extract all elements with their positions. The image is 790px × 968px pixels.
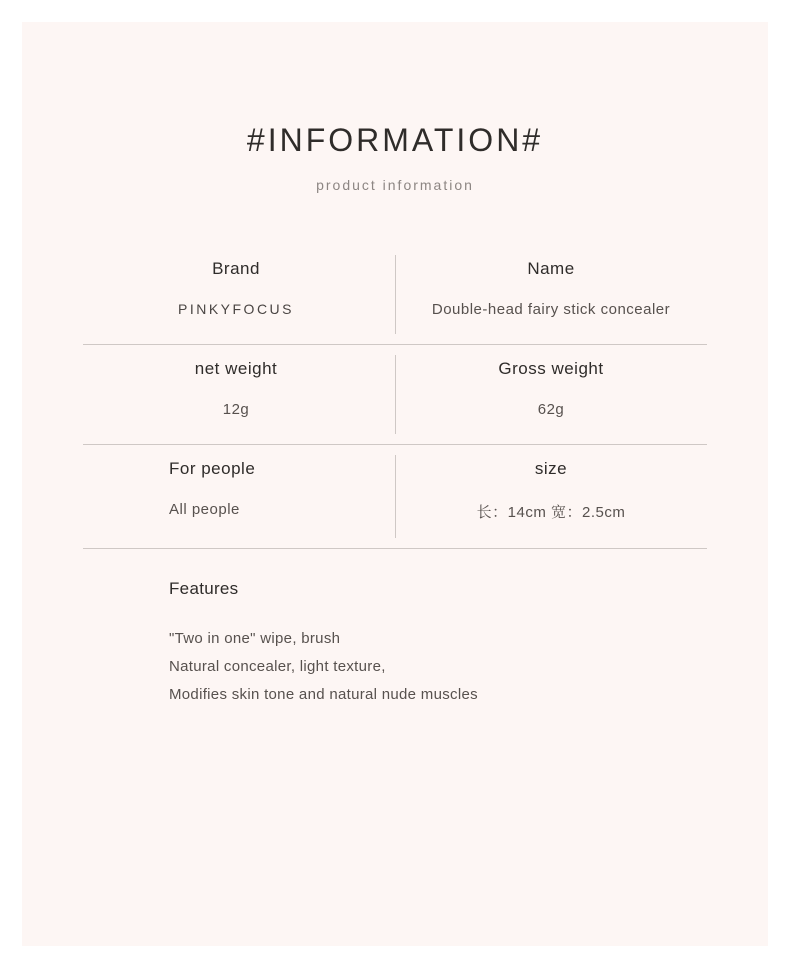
table-cell-size bbox=[395, 445, 707, 548]
cell-value: PINKYFOCUS bbox=[177, 301, 294, 317]
table-cell-for-people bbox=[83, 445, 395, 548]
column-divider bbox=[395, 255, 396, 334]
page-title: #INFORMATION# bbox=[246, 122, 544, 158]
cell-value: 62g bbox=[537, 401, 565, 418]
cell-label: size bbox=[534, 459, 568, 478]
table-row bbox=[83, 345, 707, 444]
features-list bbox=[169, 625, 707, 709]
table-row bbox=[83, 245, 707, 344]
list-item: Modifies skin tone and natural nude muscles bbox=[169, 686, 478, 703]
cell-label: For people bbox=[169, 459, 256, 478]
cell-value: 12g bbox=[222, 401, 250, 418]
cell-value: Double-head fairy stick concealer bbox=[431, 301, 671, 318]
table-cell-net-weight bbox=[83, 345, 395, 444]
column-divider bbox=[395, 455, 396, 538]
specification-table bbox=[83, 245, 707, 549]
list-item: "Two in one" wipe, brush bbox=[169, 630, 341, 647]
row-divider bbox=[83, 548, 707, 549]
table-row bbox=[83, 445, 707, 548]
product-information-card bbox=[22, 22, 768, 946]
cell-label: Name bbox=[527, 259, 575, 278]
cell-label: Brand bbox=[212, 259, 260, 278]
list-item: Natural concealer, light texture, bbox=[169, 658, 386, 675]
cell-value: All people bbox=[169, 501, 240, 518]
table-cell-name bbox=[395, 245, 707, 344]
cell-label: Gross weight bbox=[498, 359, 604, 378]
table-cell-brand bbox=[83, 245, 395, 344]
page-header bbox=[22, 22, 768, 193]
features-title: Features bbox=[169, 579, 239, 598]
column-divider bbox=[395, 355, 396, 434]
page-subtitle: product information bbox=[316, 177, 474, 193]
cell-label: net weight bbox=[194, 359, 278, 378]
table-cell-gross-weight bbox=[395, 345, 707, 444]
cell-value: 长：14cm 宽：2.5cm bbox=[476, 504, 626, 521]
features-section bbox=[83, 549, 707, 709]
